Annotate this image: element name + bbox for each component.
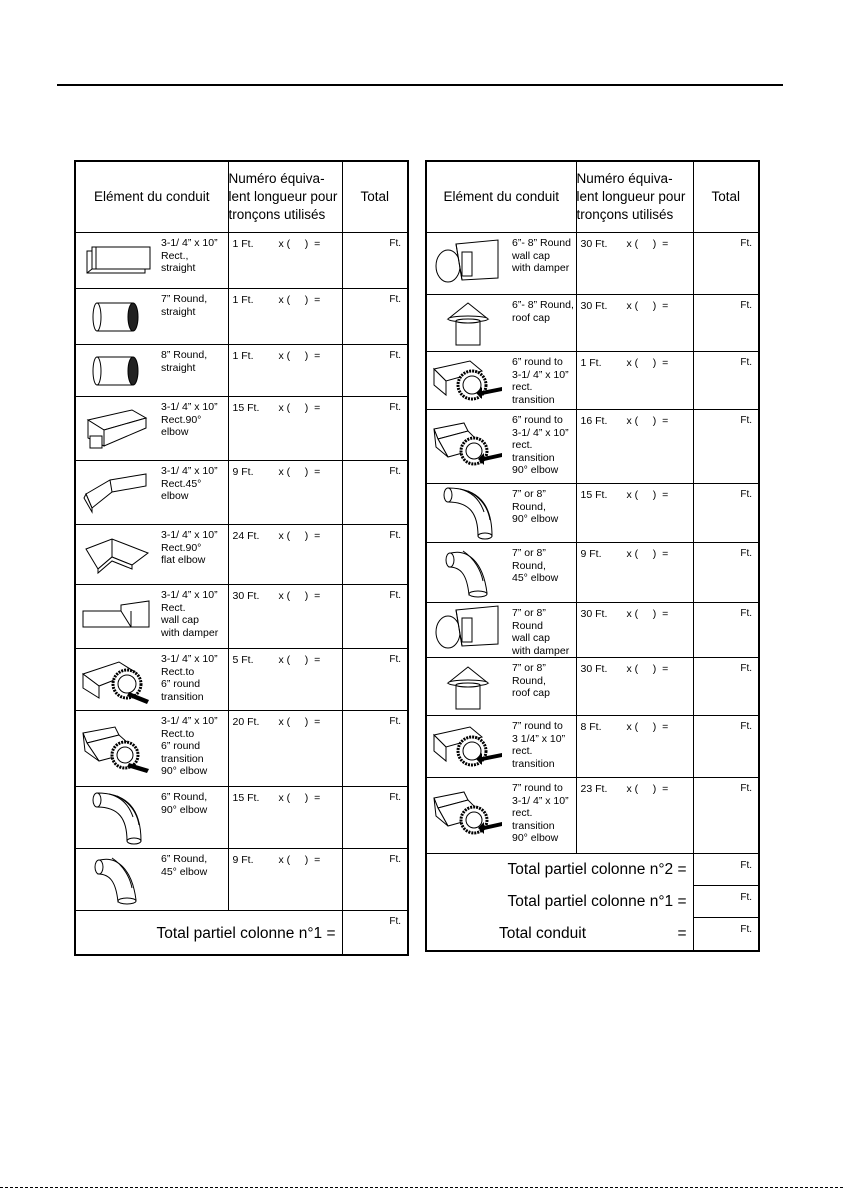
rect-to-round-elbow-icon (75, 711, 158, 787)
subtotal-column-1-label: Total partiel colonne n°1 = (75, 911, 342, 955)
duct-element-description: 6” round to 3-1/ 4” x 10” rect. transition 90° elbow (509, 410, 576, 484)
subtotal-column-1-total[interactable]: Ft. (342, 911, 408, 955)
equivalent-length[interactable]: 30 Ft. x ( ) = (576, 295, 693, 352)
equivalent-length[interactable]: 1 Ft. x ( ) = (228, 233, 342, 289)
header-element: Elément du conduit (75, 161, 228, 233)
duct-element-description: 7” round to 3-1/ 4” x 10” rect. transition 90° elbow (509, 778, 576, 854)
row-total[interactable]: Ft. (342, 849, 408, 911)
table-row (426, 543, 759, 603)
subtotal-column-2-label: Total partiel colonne n°2 = (507, 861, 687, 878)
duct-element-description: 7” Round, straight (158, 289, 228, 345)
duct-element-description: 3-1/ 4” x 10” Rect.90° flat elbow (158, 525, 228, 585)
header-total: Total (342, 161, 408, 233)
round-to-rect-transition-icon (426, 352, 509, 410)
row-total[interactable]: Ft. (693, 484, 759, 543)
equivalent-length[interactable]: 20 Ft. x ( ) = (228, 711, 342, 787)
round-to-rect-elbow-icon (426, 410, 509, 484)
table-row (75, 345, 408, 397)
row-total[interactable]: Ft. (693, 778, 759, 854)
equivalent-length[interactable]: 30 Ft. x ( ) = (576, 603, 693, 658)
equivalent-length[interactable]: 24 Ft. x ( ) = (228, 525, 342, 585)
row-total[interactable]: Ft. (342, 711, 408, 787)
row-total[interactable]: Ft. (693, 603, 759, 658)
quantity-multiplier: x ( ) = (626, 300, 669, 312)
header-element: Elément du conduit (426, 161, 576, 233)
equivalent-length[interactable]: 30 Ft. x ( ) = (576, 233, 693, 295)
quantity-multiplier: x ( ) = (626, 608, 669, 620)
rect-straight-duct-icon (75, 233, 158, 289)
duct-element-description: 7” or 8” Round wall cap with damper (509, 603, 576, 658)
equivalent-length[interactable]: 9 Ft. x ( ) = (576, 543, 693, 603)
row-total[interactable]: Ft. (342, 397, 408, 461)
equivalent-length[interactable]: 16 Ft. x ( ) = (576, 410, 693, 484)
row-total[interactable]: Ft. (693, 543, 759, 603)
header-equivalent-length: Numéro équiva- lent longueur pour tronçons utilisés (576, 161, 693, 233)
row-total[interactable]: Ft. (693, 410, 759, 484)
duct-element-description: 8” Round, straight (158, 345, 228, 397)
quantity-multiplier: x ( ) = (626, 663, 669, 675)
quantity-multiplier: x ( ) = (626, 721, 669, 733)
table-row (75, 289, 408, 345)
row-total[interactable]: Ft. (342, 233, 408, 289)
round-90-elbow-icon (75, 787, 158, 849)
table-row (75, 711, 408, 787)
roof-cap-icon (426, 658, 509, 716)
quantity-multiplier: x ( ) = (278, 466, 321, 478)
duct-element-description: 7” or 8” Round, roof cap (509, 658, 576, 716)
duct-element-description: 6” Round, 45° elbow (158, 849, 228, 911)
table-row (426, 484, 759, 543)
table-row (75, 585, 408, 649)
table-row (75, 525, 408, 585)
quantity-multiplier: x ( ) = (278, 716, 321, 728)
summary-labels (426, 854, 693, 952)
subtotal-column-2-total[interactable]: Ft. (694, 854, 759, 886)
bottom-rule (0, 1187, 843, 1188)
table-row (426, 603, 759, 658)
table-row (75, 649, 408, 711)
round-to-rect-transition-icon (426, 716, 509, 778)
total-duct-label: Total conduit = (499, 925, 687, 942)
subtotal-column-1-label: Total partiel colonne n°1 = (507, 893, 687, 910)
rect-45-elbow-icon (75, 461, 158, 525)
duct-element-description: 6” Round, 90° elbow (158, 787, 228, 849)
duct-element-description: 3-1/ 4” x 10” Rect., straight (158, 233, 228, 289)
round-wall-cap-icon (426, 603, 509, 658)
table-row (75, 397, 408, 461)
quantity-multiplier: x ( ) = (626, 357, 669, 369)
duct-element-description: 3-1/ 4” x 10” Rect.to 6” round transition (158, 649, 228, 711)
quantity-multiplier: x ( ) = (278, 402, 321, 414)
row-total[interactable]: Ft. (342, 649, 408, 711)
rect-flat-elbow-icon (75, 525, 158, 585)
equivalent-length[interactable]: 1 Ft. x ( ) = (228, 289, 342, 345)
round-to-rect-elbow-icon (426, 778, 509, 854)
duct-element-description: 3-1/ 4” x 10” Rect.45° elbow (158, 461, 228, 525)
row-total[interactable]: Ft. (342, 289, 408, 345)
roof-cap-icon (426, 295, 509, 352)
row-total[interactable]: Ft. (693, 233, 759, 295)
equivalent-length[interactable]: 5 Ft. x ( ) = (228, 649, 342, 711)
equivalent-length[interactable]: 23 Ft. x ( ) = (576, 778, 693, 854)
duct-element-description: 3-1/ 4” x 10” Rect.90° elbow (158, 397, 228, 461)
quantity-multiplier: x ( ) = (626, 415, 669, 427)
table-row (426, 352, 759, 410)
summary-totals (693, 854, 759, 952)
table-row (426, 778, 759, 854)
round-45-elbow-icon (75, 849, 158, 911)
equivalent-length[interactable]: 15 Ft. x ( ) = (228, 397, 342, 461)
equivalent-length[interactable]: 1 Ft. x ( ) = (576, 352, 693, 410)
row-total[interactable]: Ft. (693, 716, 759, 778)
duct-element-description: 6” round to 3-1/ 4” x 10” rect. transition (509, 352, 576, 410)
round-straight-duct-icon (75, 289, 158, 345)
row-total[interactable]: Ft. (693, 295, 759, 352)
header-equivalent-length: Numéro équiva- lent longueur pour tronçons utilisés (228, 161, 342, 233)
quantity-multiplier: x ( ) = (278, 654, 321, 666)
row-total[interactable]: Ft. (693, 658, 759, 716)
equivalent-length[interactable]: 9 Ft. x ( ) = (228, 461, 342, 525)
row-total[interactable]: Ft. (342, 585, 408, 649)
quantity-multiplier: x ( ) = (626, 489, 669, 501)
table-row (75, 849, 408, 911)
rect-to-round-transition-icon (75, 649, 158, 711)
quantity-multiplier: x ( ) = (626, 548, 669, 560)
equivalent-length[interactable]: 15 Ft. x ( ) = (576, 484, 693, 543)
table-row (75, 233, 408, 289)
duct-table-column-2 (425, 160, 760, 952)
duct-element-description: 7” or 8” Round, 90° elbow (509, 484, 576, 543)
table-row (75, 787, 408, 849)
row-total[interactable]: Ft. (342, 461, 408, 525)
table-row (426, 716, 759, 778)
round-45-elbow-icon (426, 543, 509, 603)
equivalent-length[interactable]: 30 Ft. x ( ) = (228, 585, 342, 649)
row-total[interactable]: Ft. (342, 525, 408, 585)
quantity-multiplier: x ( ) = (278, 530, 321, 542)
duct-element-description: 3-1/ 4” x 10” Rect.to 6” round transition 90° elbow (158, 711, 228, 787)
equivalent-length[interactable]: 30 Ft. x ( ) = (576, 658, 693, 716)
duct-element-description: 7” or 8” Round, 45° elbow (509, 543, 576, 603)
duct-table-column-1 (74, 160, 409, 956)
quantity-multiplier: x ( ) = (278, 590, 321, 602)
quantity-multiplier: x ( ) = (278, 294, 321, 306)
quantity-multiplier: x ( ) = (278, 238, 321, 250)
row-total[interactable]: Ft. (693, 352, 759, 410)
table-row (426, 410, 759, 484)
quantity-multiplier: x ( ) = (278, 854, 321, 866)
duct-element-description: 6”- 8” Round, roof cap (509, 295, 576, 352)
duct-element-description: 6”- 8” Round wall cap with damper (509, 233, 576, 295)
round-90-elbow-icon (426, 484, 509, 543)
quantity-multiplier: x ( ) = (626, 783, 669, 795)
top-rule (57, 84, 783, 86)
quantity-multiplier: x ( ) = (278, 350, 321, 362)
duct-element-description: 7” round to 3 1/4” x 10” rect. transition (509, 716, 576, 778)
rect-90-elbow-icon (75, 397, 158, 461)
equivalent-length[interactable]: 15 Ft. x ( ) = (228, 787, 342, 849)
total-duct-total[interactable]: Ft. (740, 924, 753, 935)
rect-wall-cap-icon (75, 585, 158, 649)
table-row (75, 461, 408, 525)
duct-element-description: 3-1/ 4” x 10” Rect. wall cap with damper (158, 585, 228, 649)
table-row (426, 295, 759, 352)
subtotal-column-1-total[interactable]: Ft. (694, 886, 759, 918)
quantity-multiplier: x ( ) = (626, 238, 669, 250)
equivalent-length[interactable]: 8 Ft. x ( ) = (576, 716, 693, 778)
header-total: Total (693, 161, 759, 233)
round-wall-cap-icon (426, 233, 509, 295)
row-total[interactable]: Ft. (342, 345, 408, 397)
quantity-multiplier: x ( ) = (278, 792, 321, 804)
table-row (426, 233, 759, 295)
row-total[interactable]: Ft. (342, 787, 408, 849)
round-straight-duct-icon (75, 345, 158, 397)
table-row (426, 658, 759, 716)
equivalent-length[interactable]: 9 Ft. x ( ) = (228, 849, 342, 911)
equivalent-length[interactable]: 1 Ft. x ( ) = (228, 345, 342, 397)
